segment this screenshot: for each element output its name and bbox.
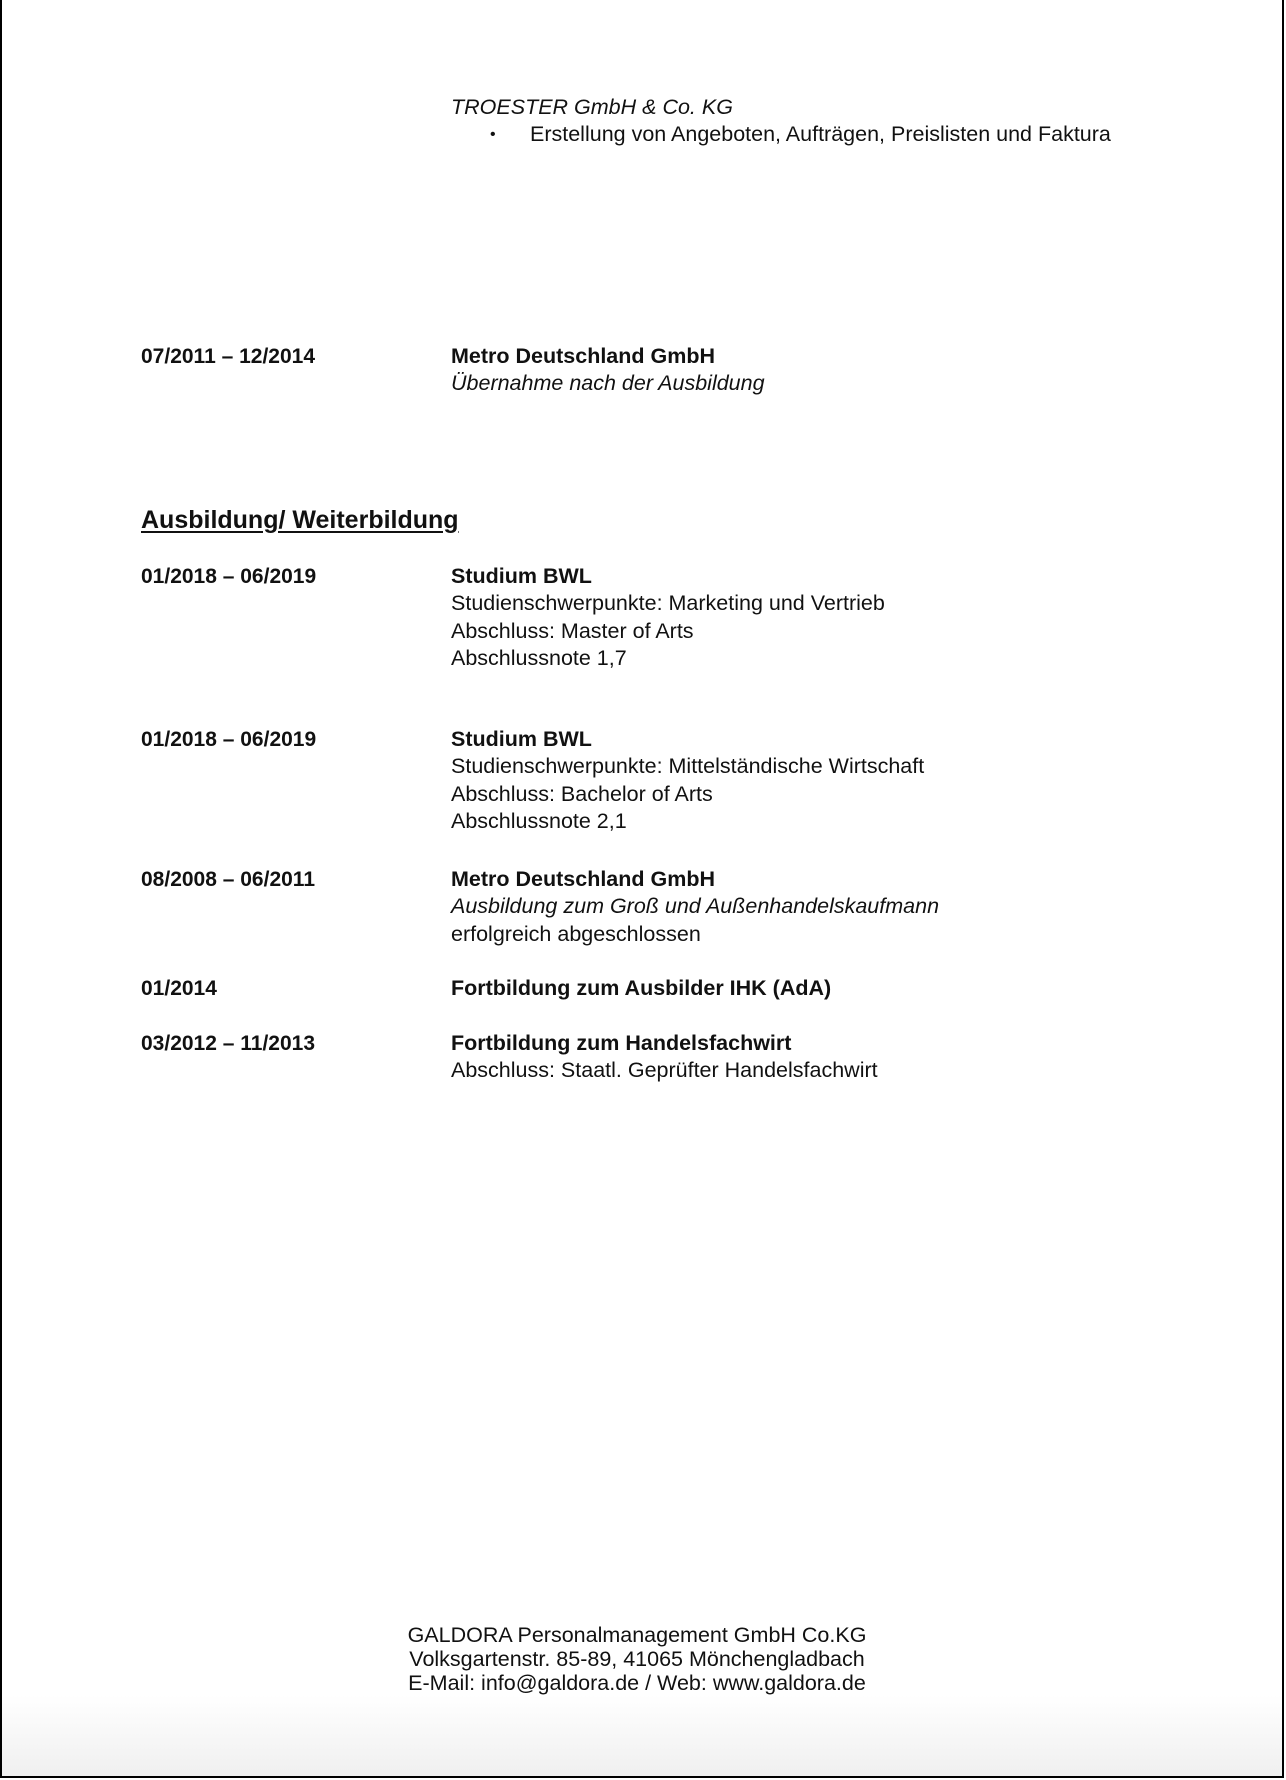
education-line: Studienschwerpunkte: Mittelständische Wirtschaft	[451, 754, 925, 779]
education-title: Studium BWL	[451, 564, 592, 588]
section-heading-education: Ausbildung/ Weiterbildung	[141, 506, 459, 534]
education-date: 01/2014	[141, 977, 217, 1000]
education-line: Abschluss: Staatl. Geprüfter Handelsfachwirt	[451, 1058, 878, 1083]
education-entry	[451, 866, 939, 948]
education-title: Metro Deutschland GmbH	[451, 867, 715, 891]
education-line: erfolgreich abgeschlossen	[451, 921, 701, 946]
education-line: Abschluss: Bachelor of Arts	[451, 781, 713, 806]
footer-contact: E-Mail: info@galdora.de / Web: www.galdora.de	[408, 1671, 866, 1695]
experience-date: 07/2011 – 12/2014	[141, 345, 316, 368]
education-line: Studienschwerpunkte: Marketing und Vertrieb	[451, 591, 885, 616]
footer-company: GALDORA Personalmanagement GmbH Co.KG	[407, 1623, 867, 1647]
company-name-troester: TROESTER GmbH & Co. KG	[451, 95, 733, 119]
education-date: 03/2012 – 11/2013	[141, 1032, 316, 1055]
education-title: Fortbildung zum Ausbilder IHK (AdA)	[451, 976, 832, 1000]
education-line: Abschlussnote 1,7	[451, 645, 627, 670]
education-entry	[451, 726, 924, 835]
experience-subtitle: Übernahme nach der Ausbildung	[451, 371, 765, 395]
footer-address: Volksgartenstr. 85-89, 41065 Mönchengladbach	[409, 1647, 865, 1671]
bullet-text: Erstellung von Angeboten, Aufträgen, Preislisten und Faktura	[530, 122, 1111, 146]
education-line: Abschluss: Master of Arts	[451, 618, 694, 643]
bullet-icon: •	[490, 126, 496, 143]
education-date: 01/2018 – 06/2019	[141, 565, 317, 588]
education-entry	[451, 1030, 878, 1085]
education-italic-line: Ausbildung zum Groß und Außenhandelskaufmann	[451, 894, 940, 919]
education-title: Studium BWL	[451, 727, 592, 751]
education-title: Fortbildung zum Handelsfachwirt	[451, 1031, 792, 1055]
experience-title: Metro Deutschland GmbH	[451, 344, 715, 368]
education-line: Abschlussnote 2,1	[451, 808, 627, 833]
education-date: 08/2008 – 06/2011	[141, 868, 316, 891]
education-date: 01/2018 – 06/2019	[141, 728, 317, 751]
education-entry	[451, 563, 885, 672]
